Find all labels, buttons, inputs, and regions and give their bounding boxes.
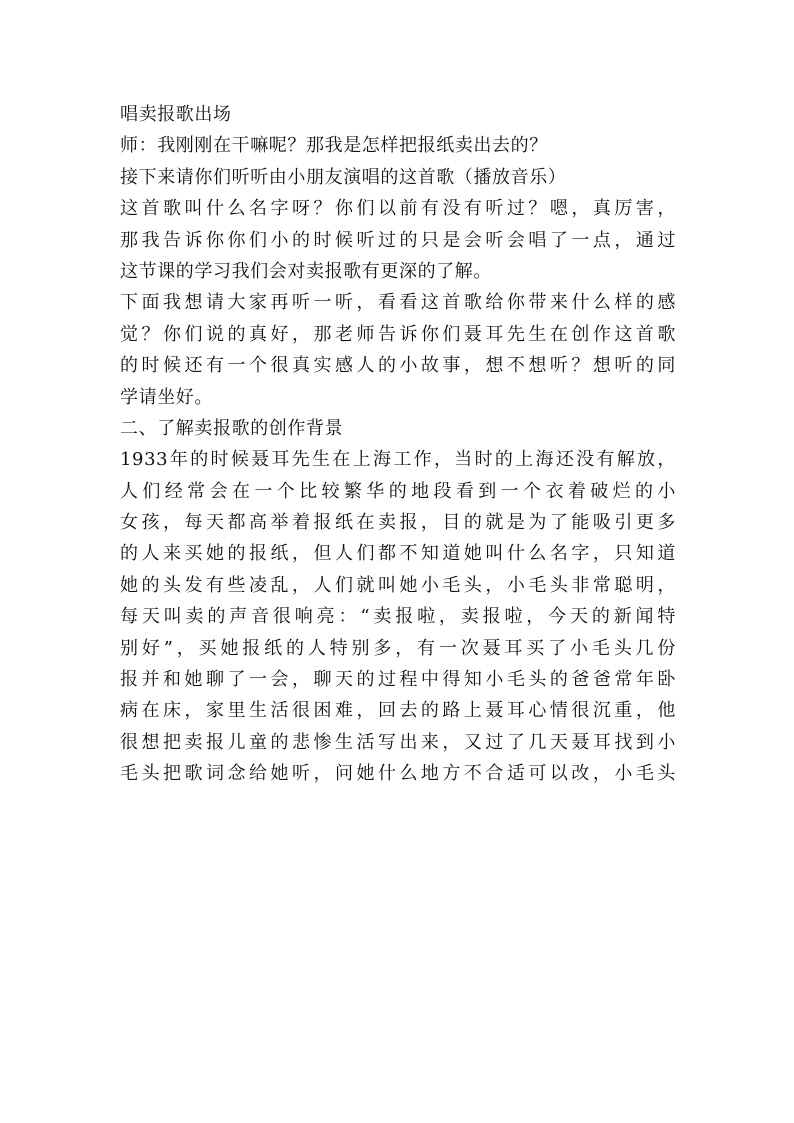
section-heading: 二、了解卖报歌的创作背景 — [120, 417, 344, 439]
text-line: 下面我想请大家再听一听，看看这首歌给你带来什么样的感 — [120, 292, 676, 314]
text-line: 觉？你们说的真好，那老师告诉你们聂耳先生在创作这首歌 — [120, 323, 676, 345]
text-line: 唱卖报歌出场 — [120, 104, 232, 125]
text-line: 别好”，买她报纸的人特别多，有一次聂耳买了小毛头几份 — [120, 637, 676, 659]
text-line: 病在床，家里生活很困难，回去的路上聂耳心情很沉重，他 — [120, 700, 676, 722]
text-line: 很想把卖报儿童的悲惨生活写出来，又过了几天聂耳找到小 — [120, 731, 676, 753]
document-body — [120, 99, 676, 790]
text-line: 的人来买她的报纸，但人们都不知道她叫什么名字，只知道 — [120, 543, 676, 565]
text-line: 学请坐好。 — [120, 386, 213, 408]
text-line: 的时候还有一个很真实感人的小故事，想不想听？想听的同 — [120, 355, 676, 377]
text-line: 1933年的时候聂耳先生在上海工作，当时的上海还没有解放， — [120, 449, 676, 471]
text-line: 这节课的学习我们会对卖报歌有更深的了解。 — [120, 260, 492, 282]
text-line: 报并和她聊了一会，聊天的过程中得知小毛头的爸爸常年卧 — [120, 669, 676, 691]
text-line: 那我告诉你你们小的时候听过的只是会听会唱了一点，通过 — [120, 229, 676, 251]
text-line: 这首歌叫什么名字呀？你们以前有没有听过？嗯，真厉害， — [120, 198, 676, 220]
text-line: 女孩，每天都高举着报纸在卖报，目的就是为了能吸引更多 — [120, 512, 676, 534]
text-line: 接下来请你们听听由小朋友演唱的这首歌（播放音乐） — [120, 166, 567, 188]
text-line: 毛头把歌词念给她听，问她什么地方不合适可以改，小毛头 — [120, 763, 676, 785]
text-line: 她的头发有些凌乱，人们就叫她小毛头，小毛头非常聪明， — [120, 574, 676, 596]
text-line: 师：我刚刚在干嘛呢？那我是怎样把报纸卖出去的？ — [120, 135, 548, 157]
text-line: 人们经常会在一个比较繁华的地段看到一个衣着破烂的小 — [120, 480, 676, 502]
text-line: 每天叫卖的声音很响亮：“卖报啦，卖报啦，今天的新闻特 — [120, 606, 676, 628]
